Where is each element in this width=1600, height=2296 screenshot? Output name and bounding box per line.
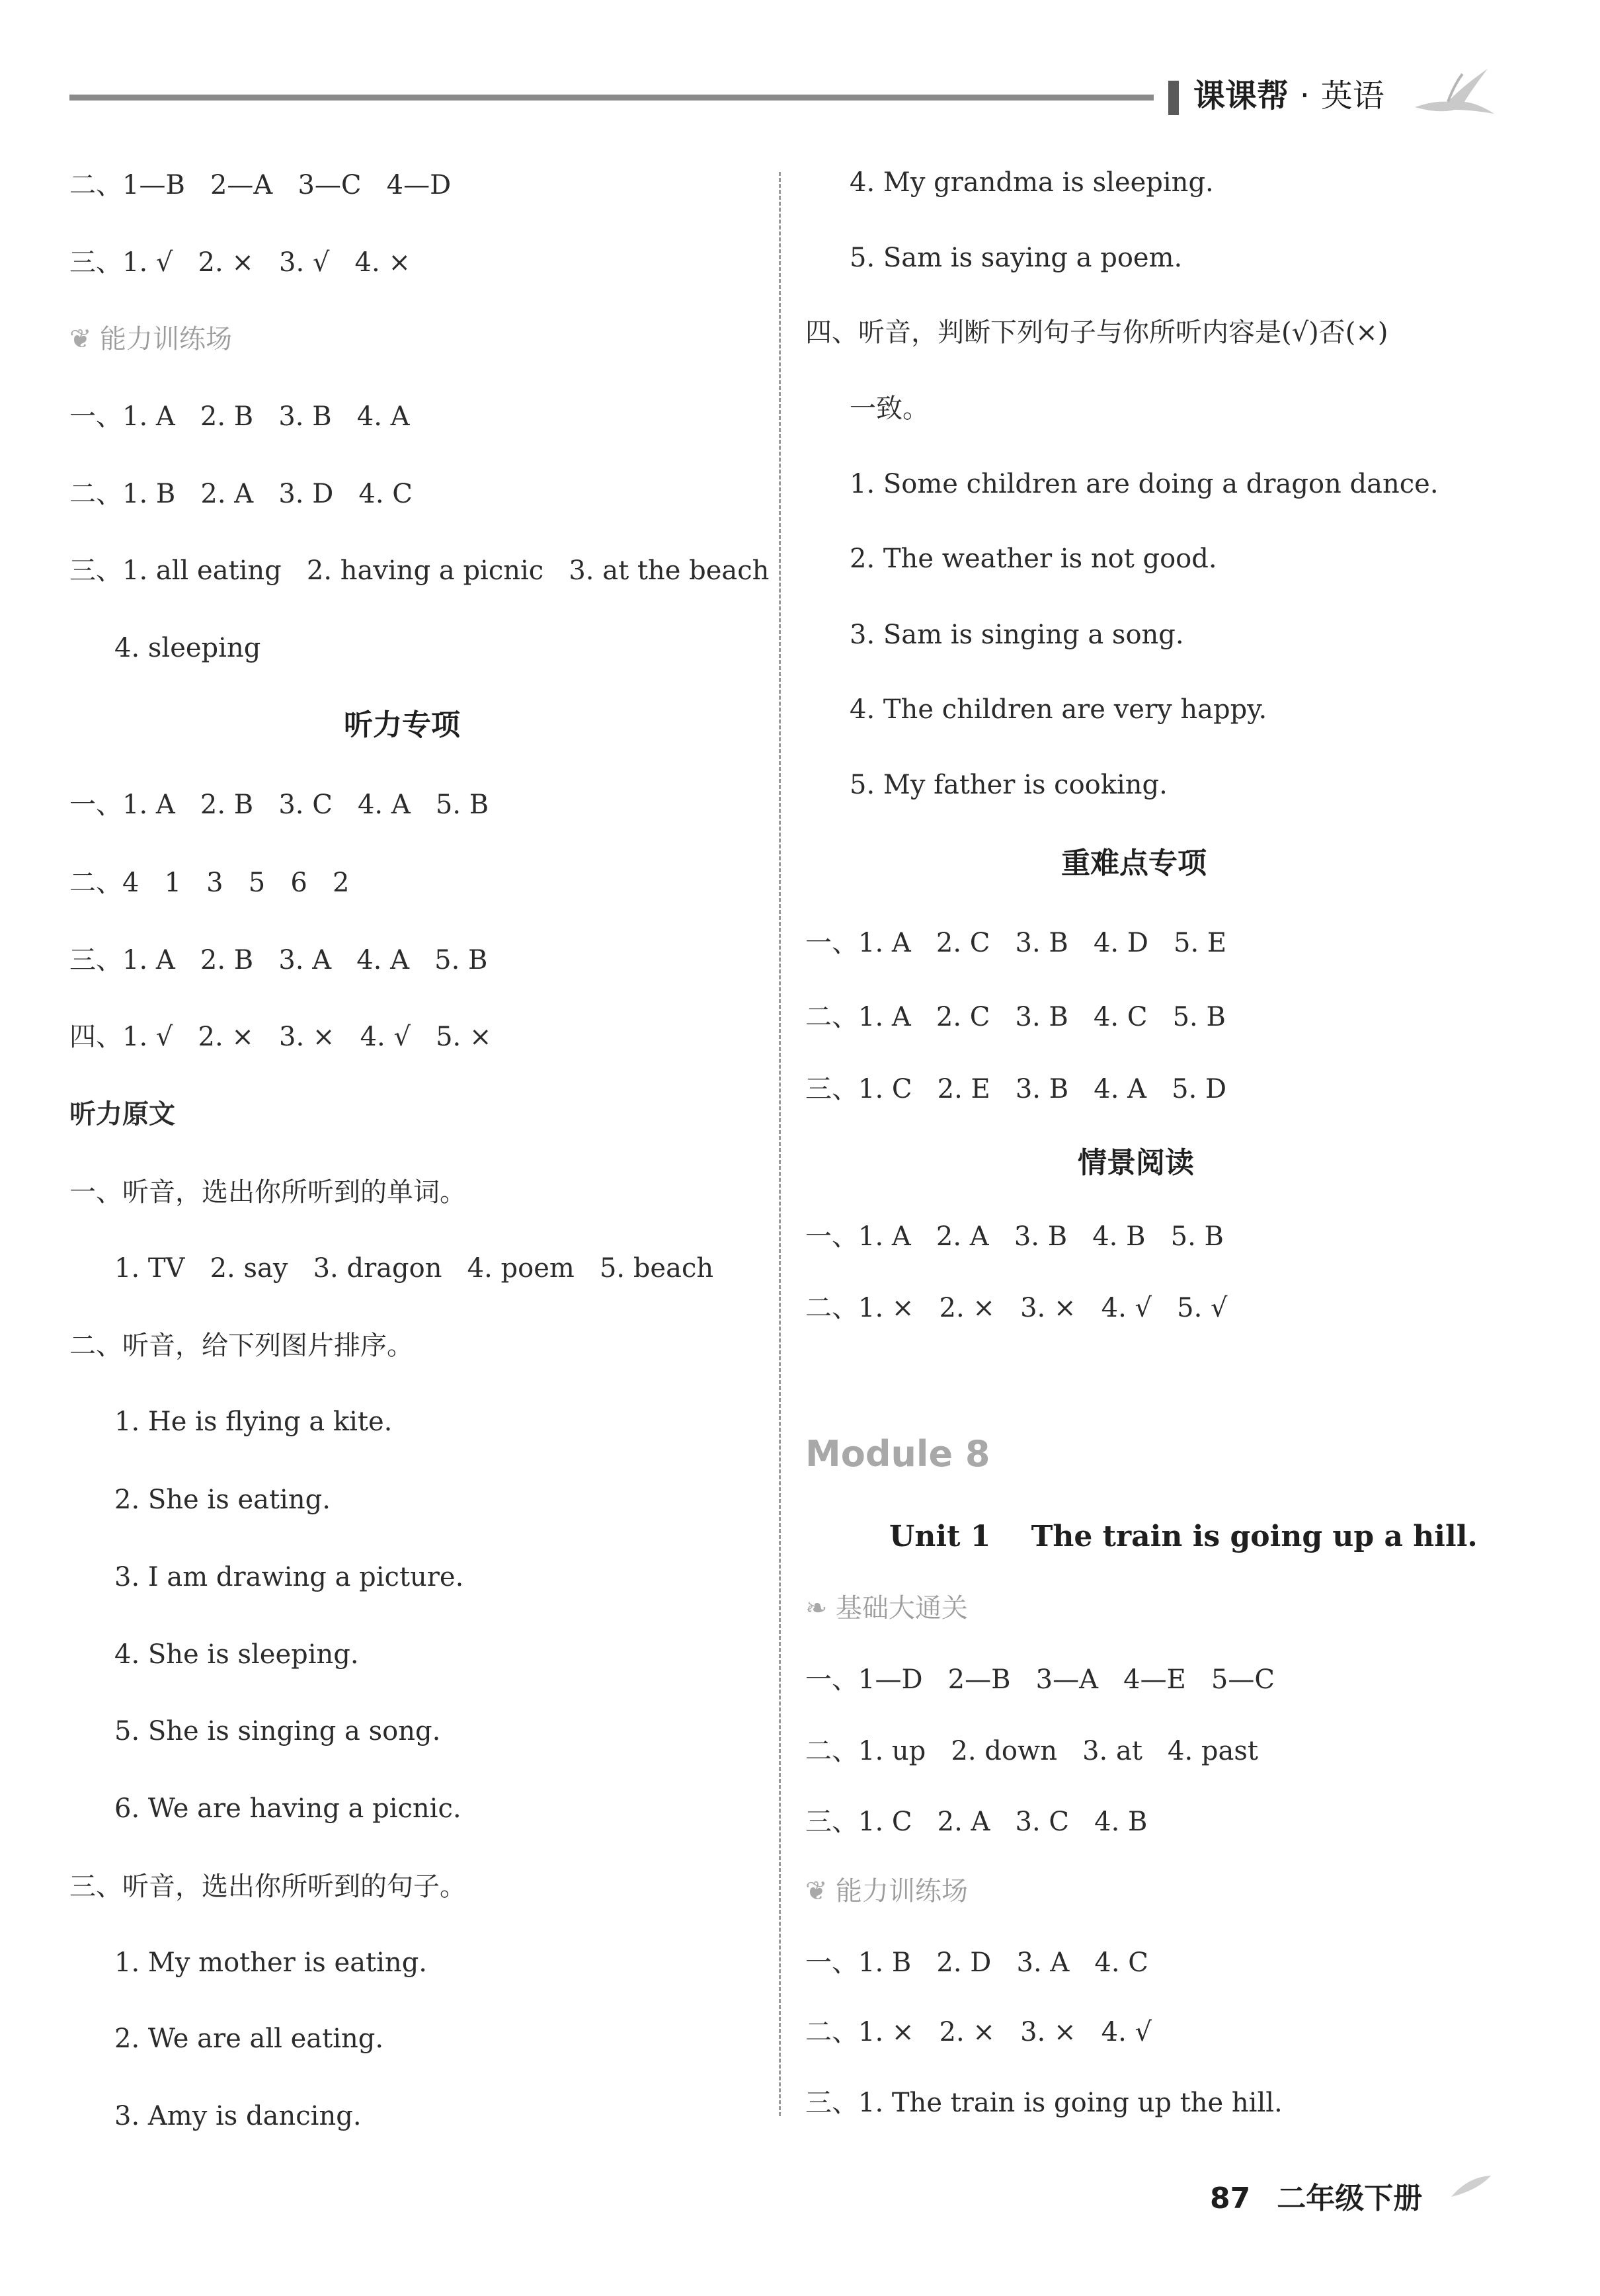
answer-line: 二、4 1 3 5 6 2 — [69, 868, 350, 898]
question-line: 二、听音，给下列图片排序。 — [69, 1331, 413, 1361]
answer-line: 三、1. C 2. A 3. C 4. B — [805, 1807, 1148, 1837]
section-subheading — [805, 1595, 968, 1621]
header-title — [1193, 70, 1384, 116]
sentence-line: 3. Amy is dancing. — [114, 2101, 362, 2131]
sentence-line: 1. My mother is eating. — [114, 1948, 428, 1978]
sentence-line: 5. My father is cooking. — [850, 770, 1168, 800]
answer-line: 一、1. A 2. B 3. B 4. A — [69, 401, 410, 432]
answer-line: 二、1. A 2. C 3. B 4. C 5. B — [805, 1002, 1226, 1032]
header-brand: 课课帮 — [1193, 77, 1289, 114]
shell-icon: ❦ — [805, 1876, 828, 1906]
page-number: 87 — [1210, 2182, 1251, 2215]
answer-line: 二、1. up 2. down 3. at 4. past — [805, 1736, 1258, 1766]
sentence-line: 4. The children are very happy. — [850, 694, 1267, 725]
answer-line: 二、1. × 2. × 3. × 4. √ 5. √ — [805, 1293, 1228, 1323]
answer-line: 四、1. √ 2. × 3. × 4. √ 5. × — [69, 1022, 492, 1052]
sentence-line: 3. I am drawing a picture. — [114, 1562, 464, 1592]
shell-icon: ❦ — [69, 324, 92, 354]
section-heading: 重难点专项 — [1061, 846, 1207, 880]
answer-line: 一、1. A 2. C 3. B 4. D 5. E — [805, 928, 1227, 958]
sentence-line: 4. She is sleeping. — [114, 1639, 359, 1670]
answer-line: 三、1. √ 2. × 3. √ 4. × — [69, 247, 411, 278]
answer-line: 一、1. A 2. A 3. B 4. B 5. B — [805, 1221, 1224, 1252]
sentence-line: 1. He is flying a kite. — [114, 1407, 393, 1437]
section-subheading — [805, 1878, 968, 1905]
feather-icon — [1448, 2170, 1494, 2203]
sentence-line: 2. We are all eating. — [114, 2024, 384, 2054]
header-rule — [69, 95, 1154, 101]
unit-title: Unit 1 The train is going up a hill. — [889, 1520, 1478, 1553]
sentence-line: 5. Sam is saying a poem. — [850, 243, 1183, 273]
header-subject: 英语 — [1320, 77, 1384, 114]
subheading-text: 能力训练场 — [836, 1876, 968, 1906]
answer-line: 三、1. all eating 2. having a picnic 3. at the beach — [69, 555, 770, 586]
leaf-icon: ❧ — [805, 1593, 828, 1623]
answer-line: 1. TV 2. say 3. dragon 4. poem 5. beach — [114, 1253, 714, 1284]
answer-line: 二、1. × 2. × 3. × 4. √ — [805, 2017, 1152, 2047]
sentence-line: 5. She is singing a song. — [114, 1716, 441, 1746]
question-line: 一、听音，选出你所听到的单词。 — [69, 1177, 466, 1208]
grade-label: 二年级下册 — [1277, 2182, 1423, 2215]
question-line: 三、听音，选出你所听到的句子。 — [69, 1871, 466, 1902]
question-line: 一致。 — [850, 393, 929, 424]
crane-icon — [1408, 61, 1501, 127]
section-subheading — [69, 326, 232, 352]
listening-script-heading: 听力原文 — [69, 1099, 175, 1129]
answer-line: 一、1—D 2—B 3—A 4—E 5—C — [805, 1664, 1275, 1695]
subheading-text: 能力训练场 — [100, 324, 232, 354]
sentence-line: 3. Sam is singing a song. — [850, 620, 1184, 650]
header-marker — [1168, 81, 1179, 115]
page-footer — [1210, 2174, 1422, 2217]
answer-line: 4. sleeping — [114, 633, 261, 663]
answer-line: 三、1. A 2. B 3. A 4. A 5. B — [69, 945, 488, 975]
answer-line: 二、1. B 2. A 3. D 4. C — [69, 479, 413, 509]
module-title: Module 8 — [805, 1433, 990, 1475]
sentence-line: 6. We are having a picnic. — [114, 1793, 461, 1824]
answer-line: 二、1—B 2—A 3—C 4—D — [69, 170, 452, 200]
answer-line: 一、1. A 2. B 3. C 4. A 5. B — [69, 790, 489, 820]
column-divider — [779, 172, 781, 2116]
sentence-line: 1. Some children are doing a dragon dance. — [850, 469, 1439, 499]
answer-line: 三、1. The train is going up the hill. — [805, 2088, 1283, 2118]
subheading-text: 基础大通关 — [836, 1593, 968, 1623]
sentence-line: 2. The weather is not good. — [850, 544, 1217, 574]
section-heading: 听力专项 — [344, 708, 460, 742]
header-separator: · — [1299, 77, 1310, 114]
answer-line: 三、1. C 2. E 3. B 4. A 5. D — [805, 1074, 1227, 1104]
question-line: 四、听音，判断下列句子与你所听内容是(√)否(×) — [805, 317, 1388, 348]
answer-line: 一、1. B 2. D 3. A 4. C — [805, 1948, 1148, 1978]
section-heading: 情景阅读 — [1078, 1146, 1194, 1180]
sentence-line: 4. My grandma is sleeping. — [850, 167, 1214, 198]
sentence-line: 2. She is eating. — [114, 1485, 331, 1515]
